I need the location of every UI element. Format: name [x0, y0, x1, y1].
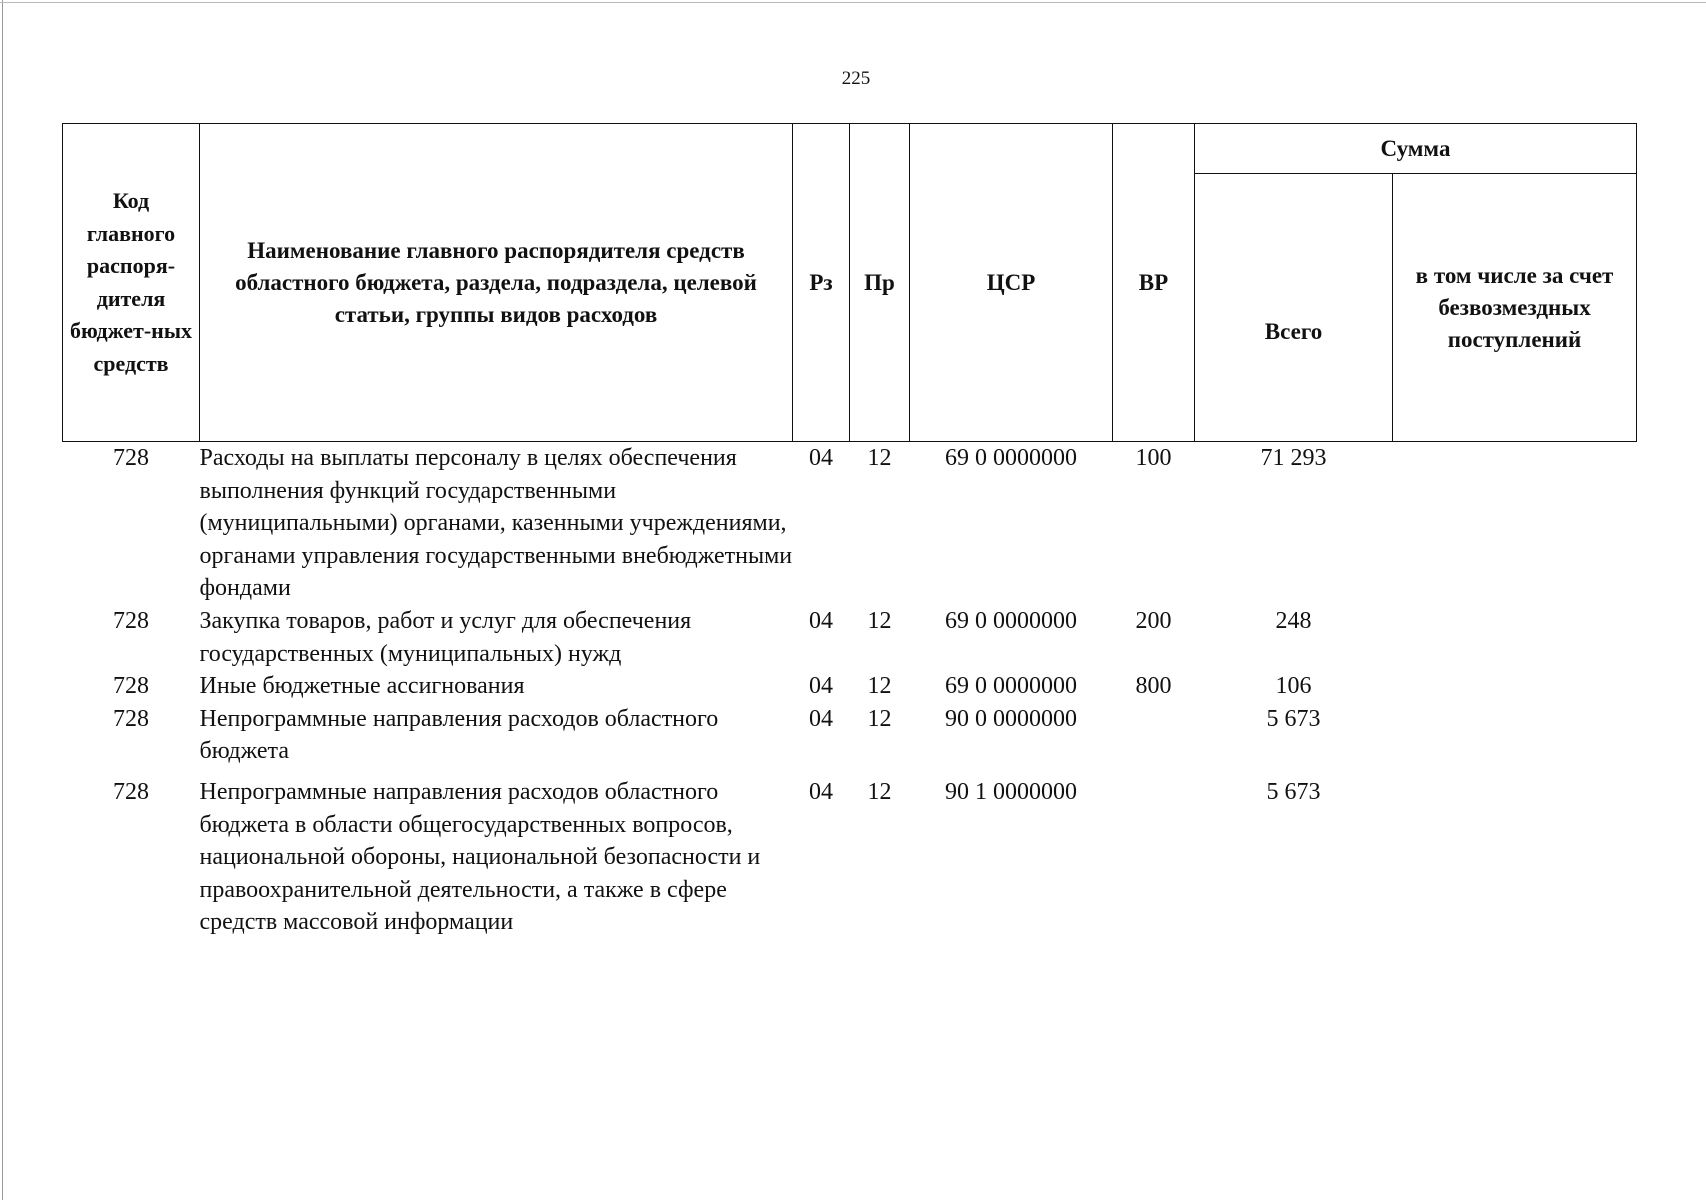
header-incl-grants: в том числе за счет безвозмездных поступлений [1393, 174, 1637, 442]
cell-csr: 69 0 0000000 [945, 673, 1077, 700]
cell-code: 728 [113, 778, 149, 805]
table-header [63, 124, 1637, 442]
cell-name: Иные бюджетные ассигнования [199, 673, 525, 700]
header-pr: Пр [850, 124, 910, 442]
cell-pr: 12 [867, 778, 892, 805]
header-total: Всего [1195, 174, 1393, 442]
header-name: Наименование главного распорядителя средств областного бюджета, раздела, подраздела, целевой статьи, группы видов расходов [200, 124, 793, 442]
scan-left-edge [2, 0, 3, 1200]
page-number: 225 [841, 68, 871, 89]
cell-pr: 12 [867, 673, 892, 700]
cell-name: Расходы на выплаты персоналу в целях обеспечения выполнения функций государственными (муниципальными) органами, казенными учреждениями, органами управления государственными внебюджетными фондами [199, 445, 793, 602]
cell-vr [1113, 703, 1195, 768]
cell-code: 728 [113, 673, 149, 700]
cell-rz: 04 [809, 673, 833, 700]
budget-table [62, 123, 1637, 939]
table-row [63, 670, 1637, 703]
cell-csr: 69 0 0000000 [945, 445, 1077, 471]
cell-total: 5 673 [1266, 778, 1321, 805]
header-code: Код главного распоря-дителя бюджет-ных средств [63, 124, 200, 442]
table-row [63, 703, 1637, 768]
cell-total: 5 673 [1266, 705, 1321, 732]
cell-vr [1113, 776, 1195, 939]
cell-incl [1393, 776, 1637, 939]
cell-vr: 100 [1135, 445, 1172, 471]
cell-total: 106 [1275, 673, 1312, 700]
cell-incl [1393, 605, 1637, 670]
cell-incl [1393, 703, 1637, 768]
header-vr: ВР [1113, 124, 1195, 442]
cell-rz: 04 [809, 705, 833, 732]
cell-csr: 90 0 0000000 [945, 705, 1077, 732]
header-sum: Сумма [1195, 124, 1637, 174]
cell-total: 248 [1275, 607, 1312, 634]
scan-top-edge [0, 2, 1706, 3]
cell-total: 71 293 [1260, 445, 1327, 471]
cell-rz: 04 [809, 778, 833, 805]
cell-csr: 90 1 0000000 [945, 778, 1077, 805]
table-row [63, 605, 1637, 670]
cell-pr: 12 [867, 607, 892, 634]
cell-pr: 12 [867, 705, 892, 732]
table-body [63, 442, 1637, 939]
cell-code: 728 [113, 445, 149, 471]
cell-pr: 12 [867, 445, 892, 471]
cell-code: 728 [113, 705, 149, 732]
cell-rz: 04 [809, 445, 833, 471]
table-row [63, 442, 1637, 605]
header-rz: Рз [793, 124, 850, 442]
cell-csr: 69 0 0000000 [945, 607, 1077, 634]
cell-incl [1393, 670, 1637, 703]
cell-rz: 04 [809, 607, 833, 634]
cell-vr: 800 [1135, 673, 1172, 700]
table-row [63, 776, 1637, 939]
row-spacer [63, 768, 1637, 776]
cell-name: Непрограммные направления расходов областного бюджета в области общегосударственных вопросов, национальной обороны, национальной безопасности и правоохранительной деятельности, а также в сфере средств массовой информации [199, 778, 761, 936]
cell-name: Непрограммные направления расходов областного бюджета [199, 705, 719, 765]
header-csr: ЦСР [910, 124, 1113, 442]
cell-name: Закупка товаров, работ и услуг для обеспечения государственных (муниципальных) нужд [199, 607, 692, 667]
cell-vr: 200 [1135, 607, 1172, 634]
cell-incl [1393, 442, 1637, 605]
cell-code: 728 [113, 607, 149, 634]
